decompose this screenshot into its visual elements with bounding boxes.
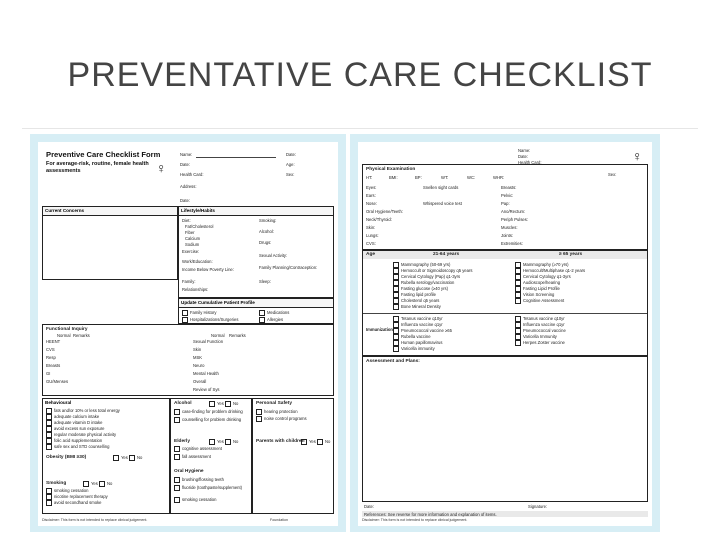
form2-disclaimer: Disclaimer: This form is not intended to replace clinical judgement. — [362, 518, 468, 522]
behav-item-1[interactable]: fats and/or 10% or less total energy — [46, 408, 120, 414]
p2-signature-label: Signature: — [528, 504, 548, 509]
lifestyle-relationships: Relationships: — [182, 287, 209, 292]
screen-l-7[interactable]: Cholesterol q5 years — [393, 298, 439, 304]
vital-wt: WT: — [441, 175, 449, 180]
form1-foundation-mark: Foundation — [270, 518, 288, 522]
lifestyle-income: Income Below Poverty Line: — [182, 267, 234, 272]
name-field-line[interactable] — [196, 157, 276, 158]
oral-heading: Oral Hygiene — [174, 469, 204, 474]
lifestyle-fiber: Fiber — [185, 230, 195, 235]
lifestyle-box — [178, 206, 334, 298]
lifestyle-work: Work/Education: — [182, 259, 213, 264]
behav-item-3[interactable]: adequate vitamin D intake — [46, 420, 102, 426]
functional-inquiry-box — [42, 324, 334, 396]
screen-l-8[interactable]: Bone Mineral Density — [393, 304, 441, 310]
imm-r-5[interactable]: Herpes Zoster vaccine — [515, 340, 565, 346]
current-concerns-heading: Current Concerns — [43, 207, 177, 216]
exam-pap: Pap: — [501, 201, 510, 206]
screen-l-2[interactable]: Hemoccult or Sigmoidoscopy q5 years — [393, 268, 472, 274]
form-page-2 — [358, 142, 652, 526]
p2-health-card-label: Health Card: — [518, 160, 542, 165]
exam-cvs: CVS: — [366, 241, 376, 246]
personal-safety-heading: Personal Safety — [256, 401, 292, 406]
exam-neck: Neck/Thyroid: — [366, 217, 392, 222]
age-header-row — [363, 251, 647, 259]
lifestyle-heading: Lifestyle/Habits — [179, 207, 333, 216]
personal-safety-box — [252, 398, 334, 514]
lifestyle-fat: Fat/Cholesterol — [185, 224, 214, 229]
functional-gi: GI — [46, 371, 51, 376]
age-field-label: Age: — [286, 162, 295, 167]
age-screening-table — [362, 250, 648, 356]
alcohol-item-1[interactable]: case-finding for problem drinking — [174, 409, 243, 415]
address-field-label: Address: — [180, 184, 197, 189]
elderly-item-2[interactable]: fall assessment — [174, 454, 211, 460]
obesity-heading: Obesity (BMI ≥30) — [46, 455, 87, 460]
functional-sexual: Sexual Function — [193, 339, 224, 344]
lifestyle-drugs: Drugs: — [259, 240, 272, 245]
lifestyle-diet: Diet: — [182, 218, 191, 223]
exam-pelvic: Pelvic: — [501, 193, 514, 198]
screen-l-3[interactable]: Cervical Cytology (Pap) q1-3yrs — [393, 274, 460, 280]
imm-r-3[interactable]: Pneumococcal vaccine — [515, 328, 566, 334]
lifestyle-sodium: Sodium — [185, 242, 200, 247]
lifestyle-calcium: Calcium — [185, 236, 201, 241]
exam-skin: Skin: — [366, 225, 376, 230]
functional-normal-head-2: Normal — [211, 333, 225, 338]
oral-item-3[interactable]: smoking cessation — [174, 497, 216, 503]
safety-item-2[interactable]: noise control programs — [256, 416, 307, 422]
screen-r-7[interactable]: Cognitive Assessment — [515, 298, 564, 304]
elderly-heading: Elderly — [174, 439, 190, 444]
smoking-heading: Smoking — [46, 481, 67, 486]
exam-joints: Joints: — [501, 233, 514, 238]
screen-l-4[interactable]: Rubella serology/vaccination — [393, 280, 454, 286]
screen-r-4[interactable]: Audioscope/hearing — [515, 280, 560, 286]
lifestyle-smoking: Smoking: — [259, 218, 277, 223]
update-profile-heading: Update Cumulative Patient Profile — [179, 299, 333, 308]
title-divider — [22, 128, 698, 129]
parents-yes-no[interactable]: Yes No — [301, 439, 330, 445]
elderly-yes-no[interactable]: Yes No — [209, 439, 238, 445]
lifestyle-sexual: Sexual Activity: — [259, 253, 288, 258]
exam-eyes: Eyes: — [366, 185, 377, 190]
functional-inquiry-heading: Functional Inquiry — [46, 327, 88, 332]
functional-overall: Overall — [193, 379, 207, 384]
functional-breasts: Breasts — [46, 363, 61, 368]
behav-item-2[interactable]: adequate calcium intake — [46, 414, 99, 420]
imm-r-2[interactable]: Influenza vaccine q1yr — [515, 322, 565, 328]
screen-l-1[interactable]: Mammography (50-69 yrs) — [393, 262, 450, 268]
exam-hearing-label: Whispered voice test — [423, 201, 462, 206]
functional-normal-head: Normal — [57, 333, 71, 338]
health-card-label: Health Card: — [180, 172, 204, 177]
update-profile-box — [178, 298, 334, 324]
functional-gu: GU/Menses — [46, 379, 69, 384]
assessment-box — [362, 356, 648, 502]
female-symbol-icon: ♀ — [156, 160, 167, 176]
functional-mental: Mental Health — [193, 371, 219, 376]
p2-date-sign-label: Date: — [364, 504, 375, 509]
profile-medications[interactable]: Medications — [259, 310, 289, 316]
imm-r-4[interactable]: Varicella Immunity — [515, 334, 557, 340]
vital-wc: WC: — [467, 175, 476, 180]
functional-review: Review of Sys — [193, 387, 220, 392]
exam-vision-label: Snellen sight cards — [423, 185, 459, 190]
date-field-label: Date: — [286, 152, 297, 157]
imm-l-1[interactable]: Tetanus vaccine q10yr — [393, 316, 443, 322]
exam-ears: Ears: — [366, 193, 376, 198]
form1-disclaimer: Disclaimer: This form is not intended to replace clinical judgement. — [42, 518, 148, 522]
profile-hospitalizations[interactable]: Hospitalizations/Surgeries — [182, 317, 238, 323]
physical-exam-box — [362, 164, 648, 250]
vital-ht: HT: — [366, 175, 373, 180]
exam-extremities: Extremities: — [501, 241, 523, 246]
functional-remarks-head: Remarks — [73, 333, 90, 338]
female-symbol-icon-2: ♀ — [632, 148, 643, 164]
imm-l-3[interactable]: Pneumococcal vaccine ≥65 — [393, 328, 452, 334]
form-page-1-frame — [30, 134, 346, 532]
screen-r-3[interactable]: Cervical Cytology q1-3yrs — [515, 274, 571, 280]
screen-r-5[interactable]: Fasting Lipid Profile — [515, 286, 560, 292]
sex-field-label: Sex: — [286, 172, 295, 177]
immunization-label: Immunization — [366, 327, 393, 332]
lifestyle-alcohol: Alcohol: — [259, 229, 274, 234]
vital-whr: WHR: — [493, 175, 505, 180]
p2-sex-label: Sex: — [608, 172, 617, 177]
name-field-label: Name: — [180, 152, 193, 157]
exam-lungs: Lungs: — [366, 233, 379, 238]
smoking-item-3[interactable]: avoid secondhand smoke — [46, 500, 102, 506]
behav-item-4[interactable]: avoid excess sun exposure — [46, 426, 105, 432]
exam-oral: Oral Hygiene/Teeth: — [366, 209, 404, 214]
slide-title: PREVENTATIVE CARE CHECKLIST — [67, 56, 653, 94]
exam-breasts: Breasts: — [501, 185, 517, 190]
imm-l-6[interactable]: Varicella immunity — [393, 346, 435, 352]
behav-item-6[interactable]: folic acid supplementation — [46, 438, 102, 444]
screen-l-5[interactable]: Fasting glucose (≥40 yrs) — [393, 286, 448, 292]
lifestyle-sleep: Sleep: — [259, 279, 271, 284]
imm-r-1[interactable]: Tetanus vaccine q10yr — [515, 316, 565, 322]
functional-skin: Skin — [193, 347, 202, 352]
imm-l-2[interactable]: Influenza vaccine q1yr — [393, 322, 443, 328]
assessment-heading: Assessment and Plans: — [366, 359, 420, 364]
functional-resp: Resp — [46, 355, 56, 360]
alcohol-yes-no[interactable]: Yes No — [209, 401, 238, 407]
age-col-2: ≥ 65 years — [559, 252, 583, 257]
form-page-1 — [38, 142, 338, 526]
form-subtitle: For average-risk, routine, female health assessments — [46, 161, 149, 174]
screen-l-6[interactable]: Fasting lipid profile — [393, 292, 436, 298]
smoking-item-1[interactable]: smoking cessation — [46, 488, 88, 494]
behavioural-box — [42, 398, 170, 514]
profile-family-history[interactable]: Family History — [182, 310, 217, 316]
p2-references: References: See reverse for more information and explanation of items. — [364, 512, 497, 517]
current-concerns-box — [42, 206, 178, 280]
profile-allergies[interactable]: Allergies — [259, 317, 283, 323]
alcohol-elderly-box — [170, 398, 252, 514]
age-col-1: 21-64 years — [433, 252, 460, 257]
alcohol-heading: Alcohol — [174, 401, 192, 406]
smoking-item-2[interactable]: nicotine replacement therapy — [46, 494, 108, 500]
form-page-2-frame — [350, 134, 660, 532]
vital-bmi: BMI: — [389, 175, 398, 180]
screen-r-2[interactable]: Hemoccult/Multiphase q1-2 years — [515, 268, 585, 274]
lifestyle-family: Family: — [182, 279, 196, 284]
alcohol-item-2[interactable]: counselling for problem drinking — [174, 417, 241, 423]
functional-msk: MSK — [193, 355, 203, 360]
oral-item-2[interactable]: fluoride (toothpaste/supplement) — [174, 485, 242, 491]
p2-name-label: Name: — [518, 148, 531, 153]
safety-item-1[interactable]: hearing protection — [256, 409, 298, 415]
functional-heent: HEENT — [46, 339, 61, 344]
screen-r-1[interactable]: Mammography (≥70 yrs) — [515, 262, 569, 268]
smoking-yes-no[interactable]: Yes No — [83, 481, 112, 487]
physical-exam-heading: Physical Examination — [366, 167, 416, 172]
parents-heading: Parents with children — [256, 439, 305, 444]
table-divider — [363, 313, 647, 314]
functional-cvs: CVS — [46, 347, 55, 352]
dob-field-label: Date: — [180, 162, 191, 167]
behav-item-5[interactable]: regular moderate physical activity — [46, 432, 116, 438]
form-title: Preventive Care Checklist Form — [46, 150, 161, 159]
elderly-item-1[interactable]: cognitive assessment — [174, 446, 222, 452]
obesity-yes[interactable]: Yes No — [113, 455, 142, 461]
p2-date-label: Date: — [518, 154, 529, 159]
imm-l-4[interactable]: Rubella vaccine — [393, 334, 431, 340]
behav-item-7[interactable]: safe sex and STD counselling — [46, 444, 109, 450]
exam-pulses: Periph Pulses: — [501, 217, 528, 222]
lifestyle-family-planning: Family Planning/Contraception: — [259, 265, 318, 270]
lifestyle-exercise: Exercise: — [182, 249, 200, 254]
behavioural-heading: Behavioural — [43, 399, 169, 407]
oral-item-1[interactable]: brushing/flossing teeth — [174, 477, 224, 483]
age-header: Age — [366, 252, 376, 257]
functional-remarks-head-2: Remarks — [229, 333, 246, 338]
exam-muscles: Muscles: — [501, 225, 518, 230]
exam-nose: Nose: — [366, 201, 377, 206]
screen-r-6[interactable]: Vision Screening — [515, 292, 554, 298]
imm-l-5[interactable]: Human papillomavirus — [393, 340, 442, 346]
visit-date-label: Date: — [180, 198, 191, 203]
exam-ano: Ano/Rectum: — [501, 209, 526, 214]
functional-neuro: Neuro — [193, 363, 205, 368]
vital-bp: BP: — [415, 175, 422, 180]
